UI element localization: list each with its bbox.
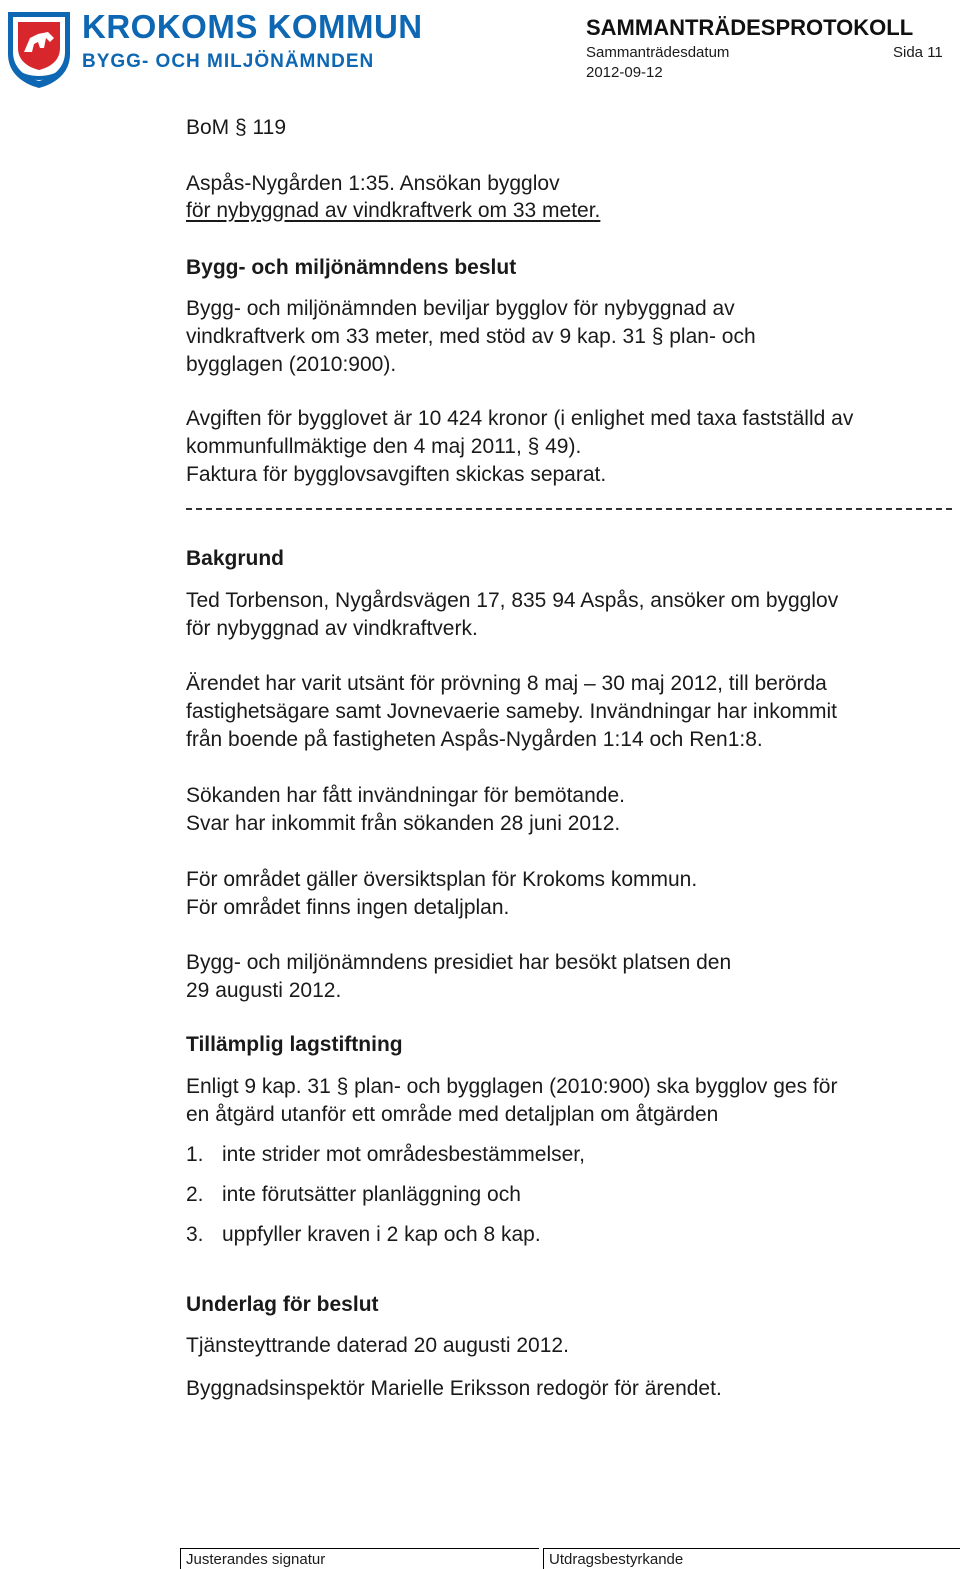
background-text-line: För området finns ingen detaljplan. [186,896,510,919]
municipality-logo [4,8,74,90]
decision-text-line: vindkraftverk om 33 meter, med stöd av 9 kap. 31 § plan- och [186,325,756,348]
fee-text-line: Avgiften för bygglovet är 10 424 kronor (i enlighet med taxa fastställd av [186,407,854,430]
meeting-date: 2012-09-12 [586,64,663,81]
list-item: uppfyller kraven i 2 kap och 8 kap. [222,1223,541,1246]
law-text-line: en åtgärd utanför ett område med detaljplan om åtgärden [186,1103,719,1126]
background-heading: Bakgrund [186,547,285,570]
subject-line-1: Aspås-Nygården 1:35. Ansökan bygglov [186,172,560,195]
decision-text-line: Bygg- och miljönämnden beviljar bygglov för nybyggnad av [186,297,735,320]
decision-text-line: bygglagen (2010:900). [186,353,397,376]
background-text-line: för nybyggnad av vindkraftverk. [186,617,478,640]
list-item: inte strider mot områdesbestämmelser, [222,1143,585,1166]
list-item: inte förutsätter planläggning och [222,1183,521,1206]
org-name: KROKOMS KOMMUN [82,8,423,45]
law-text-line: Enligt 9 kap. 31 § plan- och bygglagen (2010:900) ska bygglov ges för [186,1075,838,1098]
decision-heading: Bygg- och miljönämndens beslut [186,256,517,279]
section-id: BoM § 119 [186,116,287,139]
signature-box [180,1548,539,1569]
background-text-line: För området gäller översiktsplan för Krokoms kommun. [186,868,698,891]
basis-text-line: Tjänsteyttrande daterad 20 augusti 2012. [186,1334,569,1357]
list-item-number: 2. [186,1183,204,1206]
page-number: Sida 11 [893,44,943,61]
background-text-line: Sökanden har fått invändningar för bemötande. [186,784,625,807]
list-item-number: 1. [186,1143,204,1166]
meeting-date-label: Sammanträdesdatum [586,44,730,61]
document-type: SAMMANTRÄDESPROTOKOLL [586,15,914,40]
basis-heading: Underlag för beslut [186,1293,379,1316]
org-subtitle: BYGG- OCH MILJÖNÄMNDEN [82,51,375,72]
subject-line-2: för nybyggnad av vindkraftverk om 33 meter. [186,199,601,222]
background-text-line: Ted Torbenson, Nygårdsvägen 17, 835 94 Aspås, ansöker om bygglov [186,589,839,612]
background-text-line: Ärendet har varit utsänt för prövning 8 maj – 30 maj 2012, till berörda [186,672,827,695]
extract-box [543,1548,960,1569]
background-text-line: från boende på fastigheten Aspås-Nygården 1:14 och Ren1:8. [186,728,763,751]
fee-text-line: kommunfullmäktige den 4 maj 2011, § 49). [186,435,582,458]
signature-label: Justerandes signatur [186,1551,326,1568]
list-item-number: 3. [186,1223,204,1246]
background-text-line: fastighetsägare samt Jovnevaerie sameby. Invändningar har inkommit [186,700,837,723]
background-text-line: Svar har inkommit från sökanden 28 juni 2012. [186,812,621,835]
background-text-line: Bygg- och miljönämndens presidiet har besökt platsen den [186,951,732,974]
law-heading: Tillämplig lagstiftning [186,1033,403,1056]
section-divider [186,508,952,510]
basis-text-line: Byggnadsinspektör Marielle Eriksson redogör för ärendet. [186,1377,722,1400]
extract-label: Utdragsbestyrkande [549,1551,684,1568]
fee-text-line: Faktura för bygglovsavgiften skickas separat. [186,463,607,486]
background-text-line: 29 augusti 2012. [186,979,342,1002]
